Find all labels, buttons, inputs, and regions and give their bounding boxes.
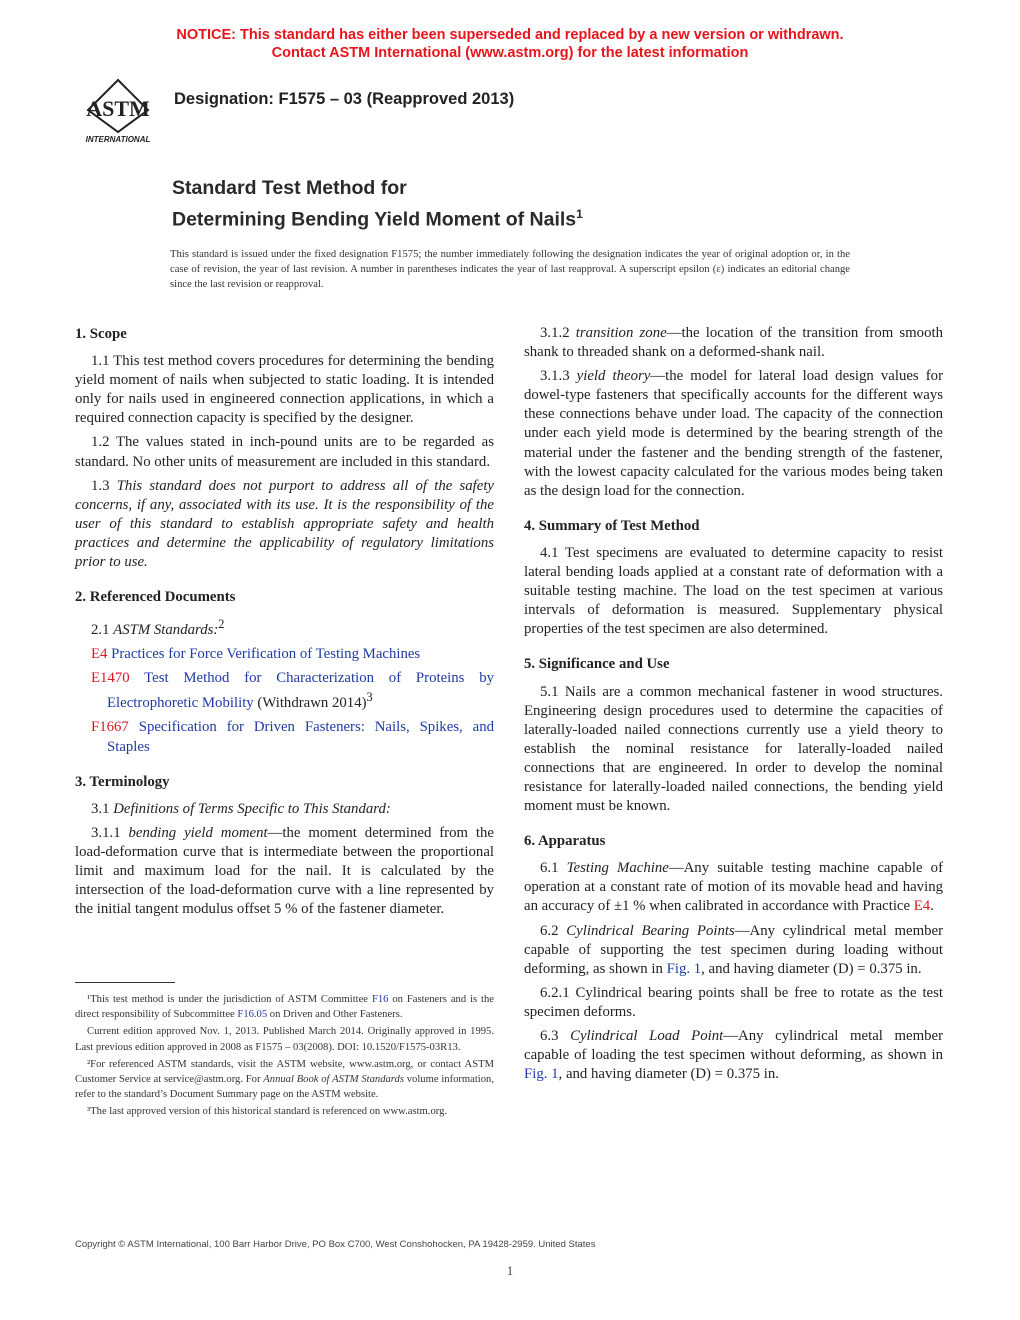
definition: —Any suitable testing machine capable of operation at a constant rate of motion of its movable head and having an accuracy of ±1 % when calibrated in accordance with Practice [524, 860, 943, 915]
section-heading-summary: 4. Summary of Test Method [524, 517, 700, 534]
italic-text: Annual Book of ASTM Standards [263, 1074, 404, 1086]
page-number: 1 [506, 1263, 514, 1278]
definition: —the location of the transition from smooth shank to threaded shank on a deformed-shank nail. [524, 325, 943, 361]
footnote-3: ³The last approved version of this historical standard is referenced on www.astm.org. [87, 1106, 448, 1118]
paragraph-2-1 [75, 615, 494, 640]
paragraph-1-2: 1.2 The values stated in inch-pound units are to be regarded as standard. No other units of measurement are included in this standard. [75, 434, 494, 470]
designation: Designation: F1575 – 03 (Reapproved 2013) [174, 90, 515, 108]
astm-logo [76, 76, 160, 146]
footnote-text: ¹This test method is under the jurisdiction of ASTM Committee [87, 994, 372, 1005]
term: yield theory [576, 368, 651, 385]
term: Cylindrical Bearing Points [566, 922, 735, 939]
ref-title-link[interactable]: Test Method for Characterization of Proteins by Electrophoretic Mobility [107, 670, 494, 712]
italic-text: Definitions of Terms Specific to This Standard: [113, 800, 391, 817]
paragraph-6-2 [524, 922, 943, 979]
footnote-text: on Driven and Other Fasteners. [267, 1009, 403, 1021]
logo-sub-text: INTERNATIONAL [85, 135, 151, 144]
reference-e4 [91, 645, 494, 664]
footnote-edition: Current edition approved Nov. 1, 2013. Published March 2014. Originally approved in 1995. Last previous edition approved in 2008 as F1575 – 03(2008). DOI: 10.1520/F1575-03R13. [75, 1026, 494, 1053]
footnotes [75, 992, 494, 1122]
committee-link[interactable]: F16 [371, 994, 389, 1005]
footnote-2 [75, 1057, 494, 1103]
definition: —the moment determined from the load-deformation curve that is intermediate between the proportional limit and maximum load for the nail. It is calculated by the intersection of the load-deformation curve with a line represented by the initial tangent modulus offset 5 % of the fastener diameter. [75, 824, 495, 918]
notice-banner [0, 26, 1020, 62]
paragraph-1-3 [75, 477, 494, 572]
right-column [524, 322, 943, 1089]
section-heading-terminology: 3. Terminology [75, 773, 170, 790]
term: Testing Machine [566, 860, 669, 877]
paragraph-3-1-2 [524, 324, 943, 362]
issuance-note: This standard is issued under the fixed designation F1575; the number immediately following the designation indicates the year of original adoption or, in the case of revision, the year of last revision. A number in parentheses indicates the year of last reapproval. A superscript epsilon (ε) indicates an editorial change since the last revision or reapproval. [170, 249, 850, 290]
paragraph-6-1 [524, 859, 943, 916]
figure-1-link[interactable]: Fig. 1 [666, 960, 702, 977]
definition-end: , and having diameter (D) = 0.375 in. [558, 1066, 779, 1083]
copyright-line: Copyright © ASTM International, 100 Barr Harbor Drive, PO Box C700, West Conshohocken, PA 19428-2959. United States [75, 1239, 596, 1250]
section-heading-scope: 1. Scope [75, 326, 127, 342]
paragraph-1-1: 1.1 This test method covers procedures for determining the bending yield moment of nails when subjected to static loading. It is intended only for nails used in engineered connection applications, in which a required connection capacity is specified by the designer. [75, 353, 494, 427]
notice-line-1: NOTICE: This standard has either been superseded and replaced by a new version or withdrawn. [176, 27, 844, 43]
term: Cylindrical Load Point [570, 1028, 724, 1044]
figure-1-link[interactable]: Fig. 1 [524, 1066, 559, 1083]
ref-code-link[interactable]: E1470 [91, 670, 130, 687]
definition: —the model for lateral load design values for dowel-type fasteners that specifically accounts for the different ways these connections behave under load. The capacity of the connection under each yield mode is determined by the bearing strength of the material under the fastener and the bending strength of the fastener, with the lowest capacity calculated for the various modes being taken as the design load for the connection. [524, 368, 943, 499]
paragraph-3-1-3 [524, 367, 943, 501]
footnote-mark: 3 [366, 690, 373, 705]
italic-text: This standard does not purport to address all of the safety concerns, if any, associated with its use. It is the responsibility of the user of this standard to establish appropriate safety and health practices and determine the applicability of regulatory limitations prior to use. [75, 477, 494, 571]
paragraph-number: 3.1.2 [540, 325, 576, 341]
footnote-text: ²For referenced ASTM standards, visit the ASTM website, www.astm.org, or contact ASTM Customer Service at service@astm.org. For [75, 1058, 494, 1086]
footnote-text: on Fasteners and is the direct responsibility of Subcommittee [75, 994, 494, 1021]
section-heading-referenced-documents: 2. Referenced Documents [75, 589, 236, 606]
subcommittee-link[interactable]: F16.05 [237, 1009, 268, 1021]
paragraph-number: 6.3 [540, 1028, 571, 1044]
footnote-divider [75, 982, 175, 983]
reference-f1667 [91, 718, 494, 756]
document-title [172, 175, 583, 233]
paragraph-number: 3.1.3 [540, 368, 577, 385]
definition: —Any cylindrical metal member capable of loading the test specimen without deforming, as shown in [524, 1028, 943, 1064]
paragraph-number: 6.2 [540, 922, 567, 939]
reference-e1470 [91, 669, 494, 713]
section-heading-apparatus: 6. Apparatus [524, 833, 606, 850]
paragraph-5-1: 5.1 Nails are a common mechanical fastener in wood structures. Engineering design procedures used to determine the capacities of laterally-loaded nailed connections currently use a yield theory to establish the nominal resistance for laterally-loaded nailed connections that are engineered. In order to develop the nominal resistance for laterally-loaded nailed connections, the bending yield moment must be known. [524, 683, 943, 815]
ref-title-link[interactable]: Specification for Driven Fasteners: Nails, Spikes, and Staples [107, 719, 494, 755]
term: bending yield moment [128, 824, 268, 841]
term: transition zone [575, 325, 667, 341]
title-footnote-mark: 1 [576, 207, 583, 221]
title-line-2: Determining Bending Yield Moment of Nails [172, 208, 577, 231]
withdrawn-note: (Withdrawn 2014) [253, 695, 367, 712]
paragraph-number: 2.1 [91, 622, 114, 639]
paragraph-3-1 [75, 800, 494, 819]
definition: —Any cylindrical metal member capable of supporting the test specimen during loading without deforming, as shown in [524, 922, 943, 977]
footnote-mark: 2 [218, 617, 225, 632]
ref-code-link[interactable]: F1667 [91, 719, 129, 736]
logo-mark-text: ASTM [86, 96, 150, 121]
paragraph-3-1-1 [75, 824, 494, 919]
ref-code-link[interactable]: E4 [91, 646, 108, 663]
footnote-1 [75, 992, 494, 1022]
punctuation: . [930, 898, 934, 915]
paragraph-number: 1.3 [91, 477, 117, 494]
notice-line-2: Contact ASTM International (www.astm.org) for the latest information [271, 45, 749, 61]
italic-text: ASTM Standards: [113, 622, 219, 639]
paragraph-4-1: 4.1 Test specimens are evaluated to determine capacity to resist lateral bending loads applied at a constant rate of deformation with a suitable testing machine. The load on the test specimen at various intervals of deformation is measured. Supplementary physical properties of the test specimen are also determined. [524, 544, 943, 638]
definition-end: , and having diameter (D) = 0.375 in. [701, 960, 922, 977]
practice-e4-link[interactable]: E4 [913, 898, 931, 915]
paragraph-number: 3.1.1 [91, 824, 129, 841]
ref-title-link[interactable]: Practices for Force Verification of Testing Machines [107, 646, 421, 663]
footnote-text: volume information, refer to the standard’s Document Summary page on the ASTM website. [75, 1074, 494, 1101]
section-heading-significance: 5. Significance and Use [524, 656, 670, 673]
paragraph-number: 3.1 [91, 800, 114, 817]
left-column [75, 322, 494, 924]
paragraph-number: 6.1 [540, 860, 567, 877]
title-line-1: Standard Test Method for [172, 177, 407, 199]
paragraph-6-3 [524, 1027, 943, 1084]
paragraph-6-2-1: 6.2.1 Cylindrical bearing points shall be free to rotate as the test specimen deforms. [524, 984, 943, 1020]
